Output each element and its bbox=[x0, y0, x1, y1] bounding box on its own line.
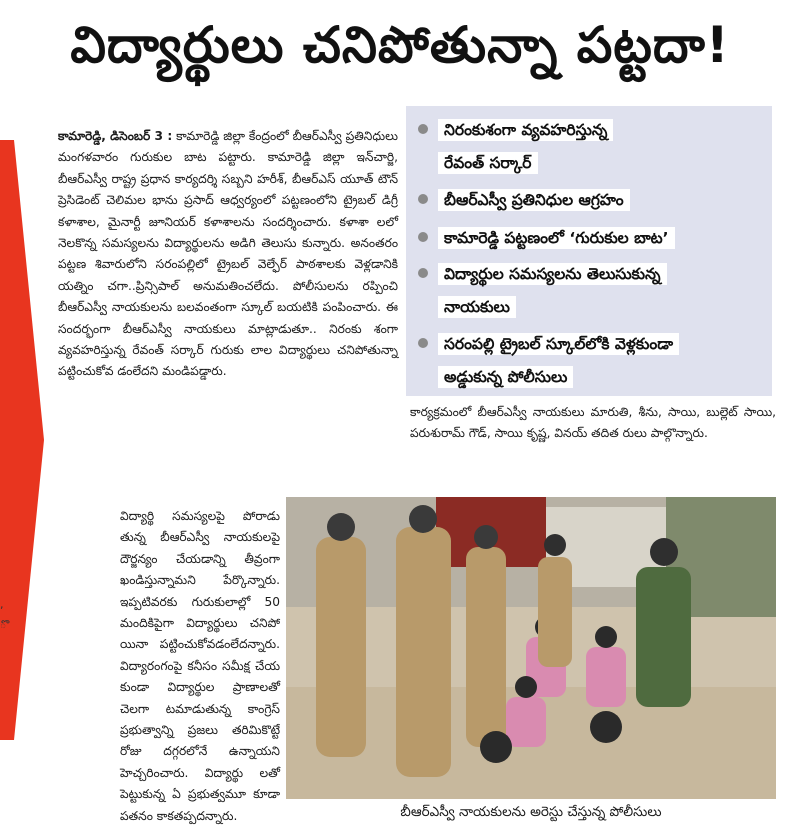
article-body-continued: విద్యార్థి సమస్యలపై పోరాడు తున్న బీఆర్ఎస్వీ నాయకులపై దౌర్జన్యం చేయడాన్ని తీవ్రంగా ఖండిస్తున్నామని పేర్కొన్నారు. ఇప్పటివరకు గురుకులాల్లో 50 మందికిపైగా విద్యార్థులు చనిపో యినా పట్టించుకోవడంలేదన్నారు. విద్యారంగంపై కనీసం సమీక్ష చేయ కుండా విద్యార్థుల ప్రాణాలతో చెలగా టమాడుతున్న కాంగ్రెస్ ప్రభుత్వాన్ని ప్రజలు తరిమికొట్టే రోజు దగ్గరలోనే ఉన్నాయని హెచ్చరించారు. విద్యార్థు లతో పెట్టుకున్న ఏ ప్రభుత్వమూ కూడా పతనం కాకతప్పదన్నారు. bbox=[120, 509, 280, 823]
news-photo bbox=[286, 497, 776, 799]
bullet-icon bbox=[418, 194, 428, 204]
bullet-icon bbox=[418, 124, 428, 134]
headline: విద్యార్థులు చనిపోతున్నా పట్టదా! bbox=[70, 16, 730, 74]
bullet-icon bbox=[418, 232, 428, 242]
photo-caption: బీఆర్ఎస్వీ నాయకులను అరెస్టు చేస్తున్న పోలీసులు bbox=[400, 804, 662, 820]
highlight-item: విద్యార్థుల సమస్యలను తెలుసుకున్న నాయకులు bbox=[418, 258, 758, 324]
highlight-item: బీఆర్ఎస్వీ ప్రతినిధుల ఆగ్రహం bbox=[418, 184, 758, 217]
highlight-item: నిరంకుశంగా వ్యవహరిస్తున్న రేవంత్ సర్కార్ bbox=[418, 114, 758, 180]
highlight-item: కామారెడ్డి పట్టణంలో ‘గురుకుల బాట’ bbox=[418, 222, 758, 255]
article-body bbox=[58, 126, 398, 383]
dateline: కామారెడ్డి, డిసెంబర్ 3 : bbox=[58, 129, 173, 143]
photo-illustration bbox=[286, 497, 776, 799]
bullet-icon bbox=[418, 338, 428, 348]
bullet-icon bbox=[418, 268, 428, 278]
highlight-item: సరంపల్లి ట్రైబల్ స్కూల్‌లోకి వెళ్లకుండా అడ్డుకున్న పోలీసులు bbox=[418, 328, 758, 394]
participants-paragraph: కార్యక్రమంలో బీఆర్ఎస్వీ నాయకులు మారుతి, శీను, సాయి, బుల్లెట్ సాయి, పరుశురామ్ గౌడ్, సాయి కృష్ణ, వినయ్ తదిత రులు పాల్గొన్నారు. bbox=[410, 405, 776, 441]
edge-fragment: ొ bbox=[0, 618, 7, 631]
edge-fragment: , bbox=[0, 598, 4, 611]
decorative-red-stripe bbox=[0, 140, 50, 780]
article-paragraph: కామారెడ్డి జిల్లా కేంద్రంలో బీఆర్ఎస్వీ ప్రతినిధులు మంగళవారం గురుకుల బాట పట్టారు. కామారెడ్డి జిల్లా ఇన్‌చార్జి, బీఆర్ఎస్వీ రాష్ట్ర ప్రధాన కార్యదర్శి సబ్బని హరీశ్, బీఆర్ఎస్ యూత్ టౌన్ ప్రెసిడెంట్ చెలిమల భాను ప్రసాద్ ఆధ్వర్యంలో పట్టణంలోని ట్రైబల్ డిగ్రీ కళాశాల, మైనార్టీ జూనియర్ కళాశాలను సందర్శించారు. కళాశా లలో నెలకొన్న సమస్యలను విద్యార్థులను అడిగి తెలుసు కున్నారు. అనంతరం పట్టణ శివారులోని సరంపల్లిలో ట్రైబల్ వెల్ఫేర్ పాఠశాలకు వెళ్లడానికి యత్నిం చగా..ప్రిన్సిపాల్ అనుమతించలేదు. పోలీసులను రప్పించి బీఆర్ఎస్వీ నాయకులను బలవంతంగా స్కూల్ బయటికి పంపించారు. ఈ సందర్భంగా బీఆర్ఎస్వీ నాయకులు మాట్లాడుతూ.. నిరంకు శంగా వ్యవహరిస్తున్న రేవంత్ సర్కార్ గురుకు లాల విద్యార్థులు చనిపోతున్నా పట్టించుకోవ డంలేదని మండిపడ్డారు. bbox=[58, 129, 399, 379]
